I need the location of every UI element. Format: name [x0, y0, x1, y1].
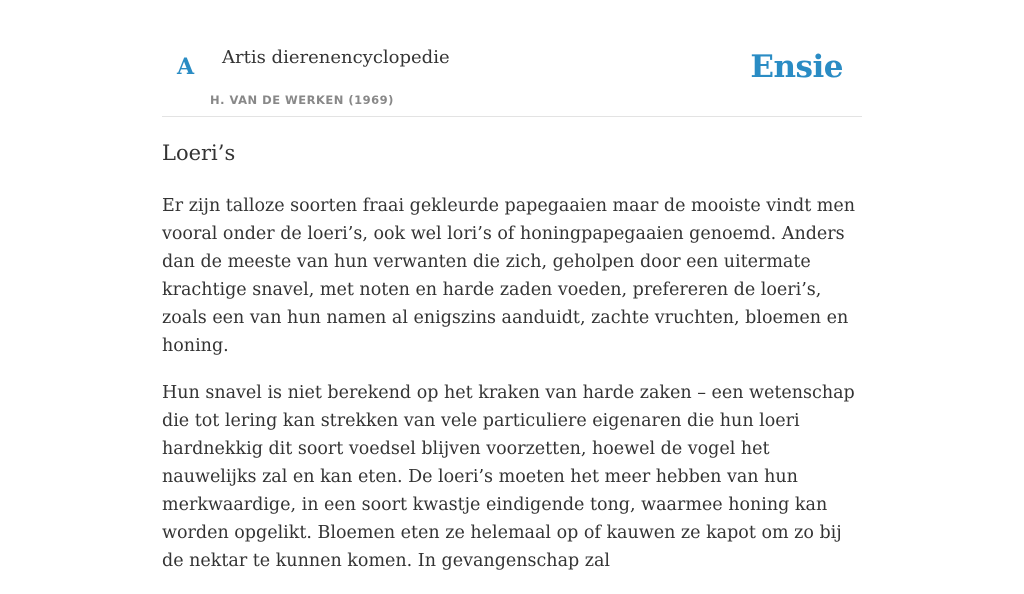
paragraph: Er zijn talloze soorten fraai gekleurde papegaaien maar de mooiste vindt men vooral onder de loeri’s, ook wel lori’s of honingpapegaaien genoemd. Anders dan de meeste van hun verwanten die zich, geholpen door een uitermate krachtige snavel, met noten en harde zaden voeden, prefereren de loeri’s, zoals een van hun namen al enigszins aanduidt, zachte vruchten, bloemen en honing. [162, 196, 856, 356]
paragraph: Hun snavel is niet berekend op het kraken van harde zaken – een wetenschap die tot lering kan strekken van vele particuliere eigenaren die hun loeri hardnekkig dit soort voedsel blijven voorzetten, hoewel de vogel het nauwelijks zal en kan eten. De loeri’s moeten het meer hebben van hun merkwaardige, in een soort kwastje eindigende tong, waarmee honing kan worden opgelikt. Bloemen eten ze helemaal op of kauwen ze kapot om zo bij de nektar te kunnen komen. In gevangenschap zal [162, 383, 855, 571]
page-container [162, 0, 862, 571]
letter-index-link[interactable]: A [177, 54, 195, 80]
entry-title: Loeri’s [162, 141, 236, 165]
book-author: H. VAN DE WERKEN (1969) [210, 93, 394, 107]
book-title[interactable]: Artis dierenencyclopedie [222, 47, 450, 68]
brand-logo[interactable]: Ensie [750, 49, 843, 85]
entry-body [162, 192, 862, 594]
header [162, 0, 862, 117]
